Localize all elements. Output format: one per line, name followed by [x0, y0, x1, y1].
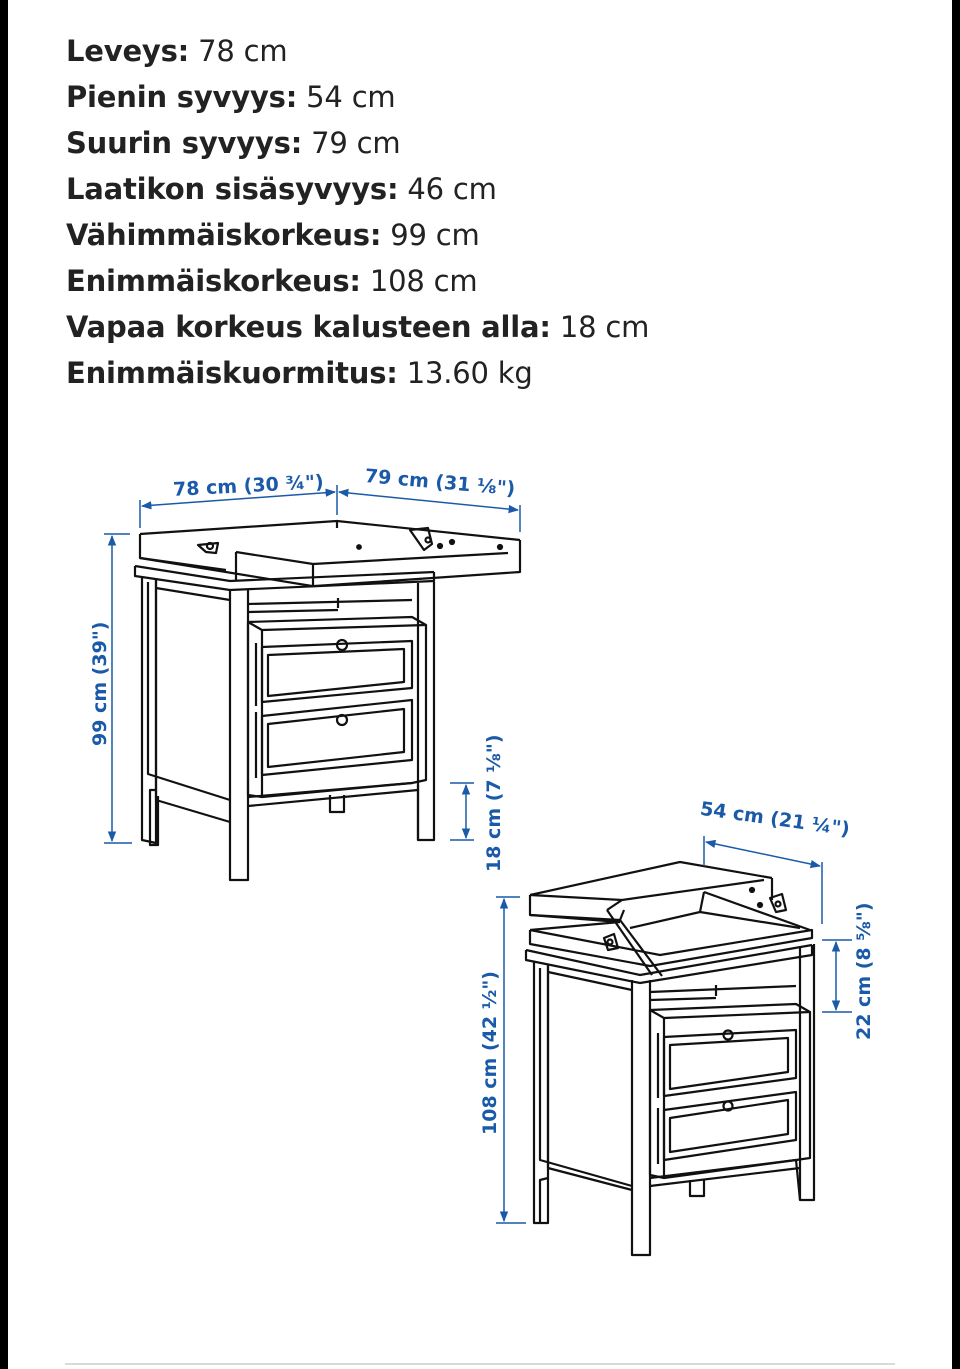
spec-label: Vähimmäiskorkeus: [66, 218, 382, 252]
dimension-width-label: 78 cm (30 ¾") [172, 471, 325, 501]
dimension-max-height-label: 108 cm (42 ½") [479, 971, 501, 1135]
table-folded-closed-drawing [526, 862, 814, 1255]
spec-value: 13.60 kg [406, 356, 533, 390]
dimension-top-height-label: 22 cm (8 ⅝") [853, 902, 875, 1040]
dimension-lines-folded [104, 485, 520, 843]
spec-value: 78 cm [198, 34, 288, 68]
spec-value: 99 cm [390, 218, 480, 252]
spec-label: Vapaa korkeus kalusteen alla: [66, 310, 551, 344]
spec-label: Enimmäiskorkeus: [66, 264, 361, 298]
dimension-min-height-label: 99 cm (39") [89, 621, 111, 746]
divider [65, 1363, 895, 1365]
dimension-clearance-label: 18 cm (7 ⅛") [483, 734, 505, 872]
spec-label: Leveys: [66, 34, 190, 68]
table-folded-open-drawing [135, 521, 520, 880]
spec-label: Laatikon sisäsyvyys: [66, 172, 399, 206]
spec-value: 108 cm [369, 264, 478, 298]
spec-value: 79 cm [311, 126, 401, 160]
spec-label: Enimmäiskuormitus: [66, 356, 398, 390]
spec-value: 46 cm [407, 172, 497, 206]
spec-label: Suurin syvyys: [66, 126, 303, 160]
spec-value: 18 cm [559, 310, 650, 344]
dimension-max-depth-label: 79 cm (31 ⅛") [364, 465, 517, 501]
dimension-min-depth-label: 54 cm (21 ¼") [698, 797, 852, 841]
dimension-lines-closed [496, 836, 852, 1223]
dimension-drawing [8, 0, 952, 1369]
product-dimensions-panel [8, 0, 952, 1369]
spec-label: Pienin syvyys: [66, 80, 298, 114]
spec-value: 54 cm [306, 80, 396, 114]
